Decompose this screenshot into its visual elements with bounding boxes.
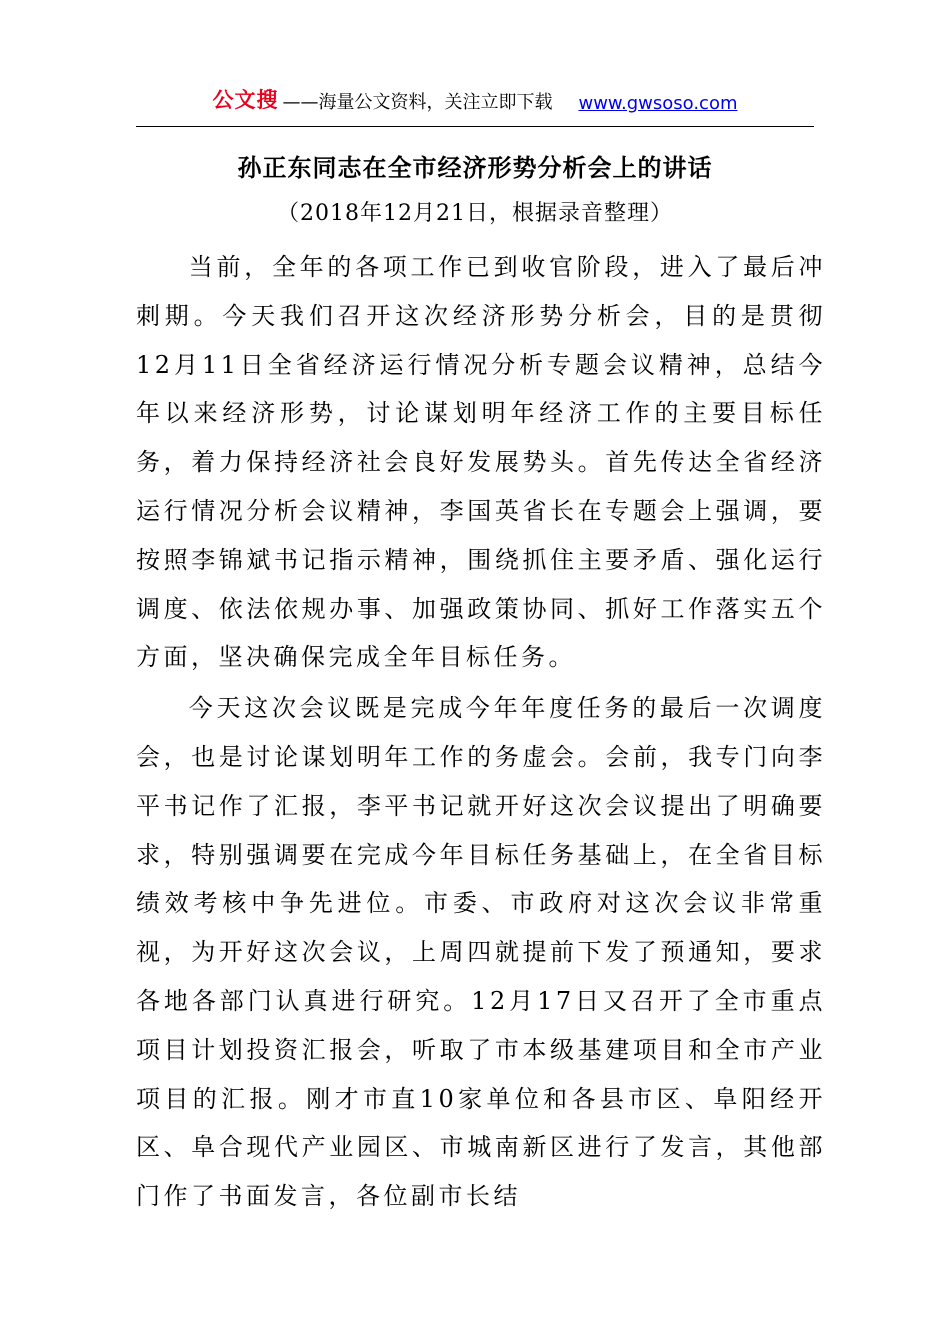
body-paragraph-2: 今天这次会议既是完成今年年度任务的最后一次调度会，也是讨论谋划明年工作的务虚会。会前，我专门向李平书记作了汇报，李平书记就开好这次会议提出了明确要求，特别强调要在完成今年目标任务基础上，在全省目标绩效考核中争先进位。市委、市政府对这次会议非常重视，为开好这次会议，上周四就提前下发了预通知，要求各地各部门认真进行研究。12月17日又召开了全市重点项目计划投资汇报会，听取了市本级基建项目和全市产业项目的汇报。刚才市直10家单位和各县市区、阜阳经开区、阜合现代产业园区、市城南新区进行了发言，其他部门作了书面发言，各位副市长结 (136, 694, 826, 1211)
header-divider (136, 126, 814, 127)
page-header (136, 78, 814, 114)
document-title: 孙正东同志在全市经济形势分析会上的讲话 (237, 153, 713, 182)
document-body (136, 243, 826, 1221)
body-paragraph-1: 当前，全年的各项工作已到收官阶段，进入了最后冲刺期。今天我们召开这次经济形势分析会，目的是贯彻12月11日全省经济运行情况分析专题会议精神，总结今年以来经济形势，讨论谋划明年经济工作的主要目标任务，着力保持经济社会良好发展势头。首先传达全省经济运行情况分析会议精神，李国英省长在专题会上强调，要按照李锦斌书记指示精神，围绕抓住主要矛盾、强化运行调度、依法依规办事、加强政策协同、抓好工作落实五个方面，坚决确保完成全年目标任务。 (136, 253, 826, 672)
header-tagline: ——海量公文资料，关注立即下载 (282, 92, 553, 113)
brand-logo-text: 公文搜 (212, 88, 279, 112)
website-link[interactable]: www.gwsoso.com (578, 93, 738, 114)
document-subtitle: （2018年12月21日，根据录音整理） (277, 201, 673, 226)
